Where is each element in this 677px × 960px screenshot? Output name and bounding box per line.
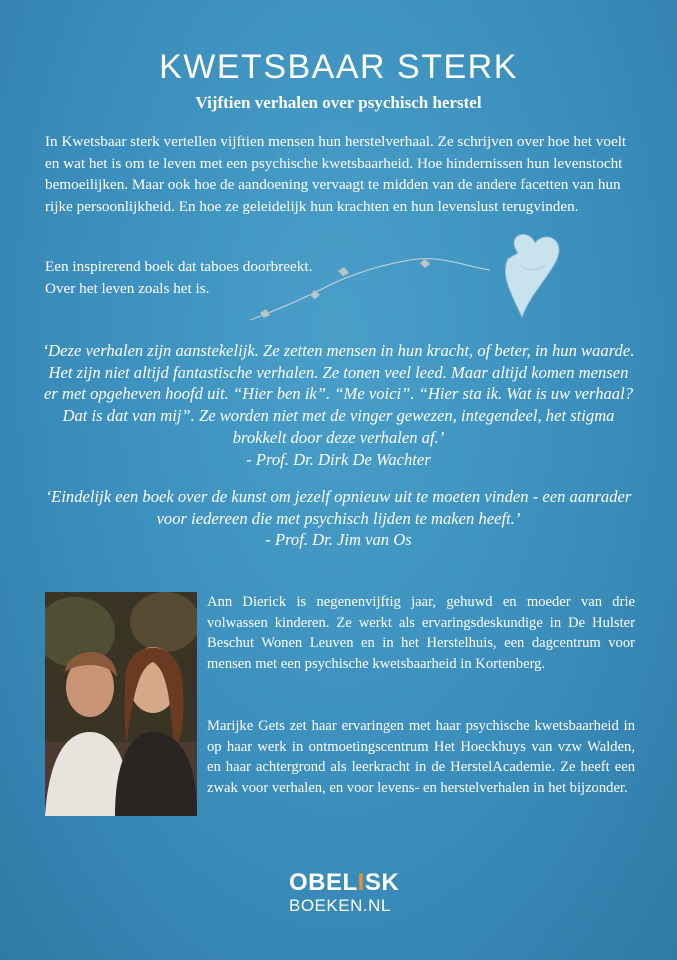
quote-author: - Prof. Dr. Dirk De Wachter bbox=[246, 449, 431, 469]
logo-accent-bar: I bbox=[357, 869, 365, 896]
tagline-line-2: Over het leven zoals het is. bbox=[45, 279, 210, 297]
quote-de-wachter bbox=[40, 340, 637, 470]
book-title: KWETSBAAR STERK bbox=[159, 48, 518, 86]
authors-photo bbox=[45, 592, 197, 816]
logo-subtext: BOEKEN.NL bbox=[289, 896, 391, 915]
logo-wordmark: OBELISK bbox=[289, 869, 400, 896]
bio-marijke-gets: Marijke Gets zet haar ervaringen met haar psychische kwetsbaarheid in op haar werk in ontmoetingscentrum Het Hoeckhuys van vzw Walden, en haar achtergrond als leerkracht in de HerstelAcademie. Ze heeft een zwak voor verhalen, en voor levens- en herstelverhalen in het bijzonder. bbox=[207, 718, 635, 796]
quote-author: - Prof. Dr. Jim van Os bbox=[265, 530, 412, 550]
publisher-logo bbox=[289, 869, 400, 915]
book-subtitle: Vijftien verhalen over psychisch herstel bbox=[195, 93, 482, 112]
tagline-line-1: Een inspirerend boek dat taboes doorbreekt. bbox=[45, 258, 313, 275]
quote-van-os bbox=[40, 486, 637, 551]
quote-text: ‘Deze verhalen zijn aanstekelijk. Ze zetten mensen in hun kracht, of beter, in hun waarde. Het zijn niet altijd fantastische verhalen. Ze tonen veel leed. Maar altijd komen mensen er met opgeheven hoofd uit. “Hier ben ik”. “Me voici”. “Hier sta ik. Wat is uw verhaal? Dat is dat van mij”. Ze worden niet met de vinger gewezen, integendeel, het stigma brokkelt door deze verhalen af.’ bbox=[42, 341, 635, 447]
bio-ann-dierick: Ann Dierick is negenenvijftig jaar, gehuwd en moeder van drie volwassen kinderen. Ze werkt als ervaringsdeskundige in De Hulster Beschut Wonen Leuven en in het Herstelhuis, een dagcentrum voor mensen met een psychische kwetsbaarheid in Kortenberg. bbox=[207, 594, 635, 672]
heart-illustration bbox=[250, 225, 580, 335]
quote-text: ‘Eindelijk een boek over de kunst om jezelf opnieuw uit te moeten vinden - een aanrader voor iedereen die met psychisch lijden te maken heeft.’ bbox=[45, 487, 632, 528]
intro-paragraph: In Kwetsbaar sterk vertellen vijftien mensen hun herstelverhaal. Ze schrijven over hoe het voelt en wat het is om te leven met een psychische kwetsbaarheid. Hoe hindernissen hun levenstocht bemoeilijken. Maar ook hoe de aandoening vervaagt te midden van de andere facetten van hun rijke persoonlijkheid. En hoe ze geleidelijk hun krachten en hun levenslust terugvinden. bbox=[45, 133, 627, 215]
